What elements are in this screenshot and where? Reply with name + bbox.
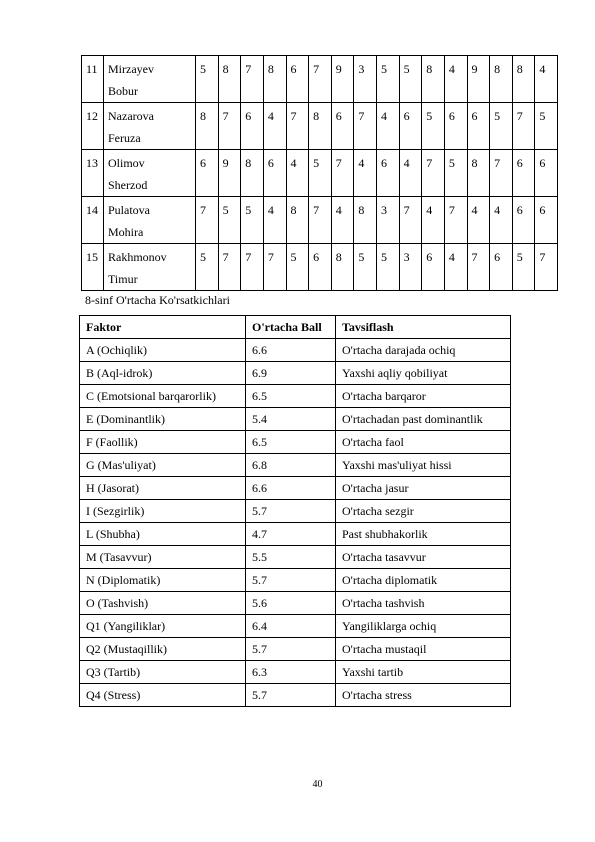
score-cell: 8 [196, 103, 219, 150]
table-row [80, 523, 511, 546]
factor-name: Q3 (Tartib) [80, 661, 246, 684]
score-cell: 4 [490, 197, 513, 244]
student-name [104, 244, 196, 291]
score-cell: 7 [309, 56, 332, 103]
table-row [80, 454, 511, 477]
table-row [80, 408, 511, 431]
factor-name: F (Faollik) [80, 431, 246, 454]
score-cell: 7 [218, 244, 241, 291]
table-row [80, 546, 511, 569]
score-cell: 8 [512, 56, 535, 103]
table-row [82, 197, 558, 244]
page-number: 40 [312, 779, 323, 790]
factor-description: Yaxshi mas'uliyat hissi [336, 454, 511, 477]
table-header-row [80, 316, 511, 339]
score-cell: 4 [467, 197, 490, 244]
score-cell: 3 [354, 56, 377, 103]
score-cell: 7 [422, 150, 445, 197]
score-cell: 5 [196, 56, 219, 103]
factor-average: 5.7 [246, 569, 336, 592]
factor-description: O'rtacha diplomatik [336, 569, 511, 592]
score-cell: 6 [263, 150, 286, 197]
score-cell: 8 [422, 56, 445, 103]
score-cell: 5 [490, 103, 513, 150]
factor-average: 6.5 [246, 385, 336, 408]
score-cell: 7 [354, 103, 377, 150]
score-cell: 6 [331, 103, 354, 150]
factor-average: 6.6 [246, 339, 336, 362]
score-cell: 7 [309, 197, 332, 244]
factor-name: M (Tasavvur) [80, 546, 246, 569]
score-cell: 7 [490, 150, 513, 197]
factor-average: 5.6 [246, 592, 336, 615]
score-cell: 7 [241, 56, 264, 103]
score-cell: 6 [512, 150, 535, 197]
factor-average: 6.5 [246, 431, 336, 454]
row-number: 14 [82, 197, 104, 244]
score-cell: 7 [263, 244, 286, 291]
factor-description: O'rtacha faol [336, 431, 511, 454]
score-cell: 6 [444, 103, 467, 150]
factor-average: 6.9 [246, 362, 336, 385]
table-row [80, 339, 511, 362]
score-cell: 6 [535, 197, 558, 244]
student-first-name: Bobur [108, 84, 138, 98]
table-row [80, 431, 511, 454]
score-cell: 7 [535, 244, 558, 291]
score-cell: 7 [399, 197, 422, 244]
factor-name: O (Tashvish) [80, 592, 246, 615]
score-cell: 4 [444, 244, 467, 291]
score-cell: 6 [467, 103, 490, 150]
factor-name: H (Jasorat) [80, 477, 246, 500]
student-surname: Nazarova [108, 109, 154, 123]
table-row [80, 385, 511, 408]
factor-description: Yaxshi aqliy qobiliyat [336, 362, 511, 385]
score-cell: 3 [399, 244, 422, 291]
factor-average: 4.7 [246, 523, 336, 546]
factor-description: O'rtacha barqaror [336, 385, 511, 408]
row-number: 11 [82, 56, 104, 103]
table-row [80, 592, 511, 615]
factor-averages-body [80, 339, 511, 707]
factor-name: C (Emotsional barqarorlik) [80, 385, 246, 408]
score-cell: 5 [218, 197, 241, 244]
score-cell: 6 [377, 150, 400, 197]
score-cell: 7 [467, 244, 490, 291]
score-cell: 4 [422, 197, 445, 244]
score-cell: 6 [196, 150, 219, 197]
factor-average: 5.4 [246, 408, 336, 431]
table-row [82, 103, 558, 150]
score-cell: 4 [535, 56, 558, 103]
student-name [104, 150, 196, 197]
student-first-name: Sherzod [108, 178, 148, 192]
score-cell: 7 [196, 197, 219, 244]
factor-description: Yangiliklarga ochiq [336, 615, 511, 638]
factor-name: G (Mas'uliyat) [80, 454, 246, 477]
table-row [80, 684, 511, 707]
row-number: 13 [82, 150, 104, 197]
score-cell: 8 [263, 56, 286, 103]
score-cell: 5 [309, 150, 332, 197]
student-surname: Rakhmonov [108, 250, 167, 264]
factor-average: 6.8 [246, 454, 336, 477]
header-description: Tavsiflash [336, 316, 511, 339]
factor-name: L (Shubha) [80, 523, 246, 546]
score-cell: 5 [241, 197, 264, 244]
score-cell: 5 [354, 244, 377, 291]
score-cell: 8 [241, 150, 264, 197]
factor-average: 6.6 [246, 477, 336, 500]
score-cell: 5 [286, 244, 309, 291]
score-cell: 5 [444, 150, 467, 197]
score-cell: 4 [286, 150, 309, 197]
student-first-name: Timur [108, 272, 138, 286]
score-cell: 7 [444, 197, 467, 244]
score-cell: 8 [309, 103, 332, 150]
student-name [104, 103, 196, 150]
score-cell: 6 [535, 150, 558, 197]
score-cell: 8 [467, 150, 490, 197]
score-cell: 4 [263, 103, 286, 150]
score-cell: 6 [241, 103, 264, 150]
score-cell: 5 [512, 244, 535, 291]
score-cell: 8 [490, 56, 513, 103]
table-row [80, 500, 511, 523]
factor-description: O'rtachadan past dominantlik [336, 408, 511, 431]
factor-description: Past shubhakorlik [336, 523, 511, 546]
table-row [80, 362, 511, 385]
score-cell: 7 [286, 103, 309, 150]
table-row [82, 56, 558, 103]
factor-name: Q1 (Yangiliklar) [80, 615, 246, 638]
student-first-name: Feruza [108, 131, 141, 145]
row-number: 12 [82, 103, 104, 150]
factor-name: I (Sezgirlik) [80, 500, 246, 523]
score-cell: 4 [444, 56, 467, 103]
factor-averages-table [79, 315, 511, 707]
score-cell: 6 [422, 244, 445, 291]
score-cell: 6 [512, 197, 535, 244]
score-cell: 6 [490, 244, 513, 291]
factor-name: A (Ochiqlik) [80, 339, 246, 362]
score-cell: 4 [377, 103, 400, 150]
header-factor: Faktor [80, 316, 246, 339]
table-row [80, 615, 511, 638]
factor-average: 6.3 [246, 661, 336, 684]
factor-name: Q4 (Stress) [80, 684, 246, 707]
score-cell: 9 [331, 56, 354, 103]
score-cell: 8 [218, 56, 241, 103]
score-cell: 6 [399, 103, 422, 150]
student-first-name: Mohira [108, 225, 144, 239]
factor-average: 5.7 [246, 638, 336, 661]
table-row [80, 569, 511, 592]
score-cell: 7 [218, 103, 241, 150]
student-scores-body [82, 56, 558, 291]
score-cell: 4 [399, 150, 422, 197]
score-cell: 4 [331, 197, 354, 244]
factor-description: O'rtacha tashvish [336, 592, 511, 615]
factor-description: O'rtacha mustaqil [336, 638, 511, 661]
score-cell: 5 [377, 56, 400, 103]
factor-name: Q2 (Mustaqillik) [80, 638, 246, 661]
factor-average: 6.4 [246, 615, 336, 638]
score-cell: 6 [309, 244, 332, 291]
student-surname: Olimov [108, 156, 145, 170]
score-cell: 8 [354, 197, 377, 244]
factor-name: E (Dominantlik) [80, 408, 246, 431]
score-cell: 8 [286, 197, 309, 244]
score-cell: 5 [196, 244, 219, 291]
row-number: 15 [82, 244, 104, 291]
score-cell: 5 [377, 244, 400, 291]
header-average-score: O'rtacha Ball [246, 316, 336, 339]
factor-description: O'rtacha sezgir [336, 500, 511, 523]
table-row [80, 638, 511, 661]
score-cell: 9 [467, 56, 490, 103]
score-cell: 5 [422, 103, 445, 150]
student-surname: Mirzayev [108, 62, 154, 76]
factor-name: N (Diplomatik) [80, 569, 246, 592]
score-cell: 5 [399, 56, 422, 103]
student-name [104, 56, 196, 103]
score-cell: 8 [331, 244, 354, 291]
score-cell: 7 [512, 103, 535, 150]
factor-name: B (Aql-idrok) [80, 362, 246, 385]
table-caption: 8-sinf O'rtacha Ko'rsatkichlari [85, 293, 230, 307]
table-row [80, 477, 511, 500]
factor-description: O'rtacha tasavvur [336, 546, 511, 569]
factor-description: Yaxshi tartib [336, 661, 511, 684]
table-row [82, 150, 558, 197]
factor-average: 5.7 [246, 684, 336, 707]
factor-average: 5.7 [246, 500, 336, 523]
score-cell: 4 [354, 150, 377, 197]
score-cell: 7 [331, 150, 354, 197]
factor-average: 5.5 [246, 546, 336, 569]
student-name [104, 197, 196, 244]
score-cell: 6 [286, 56, 309, 103]
table-row [80, 661, 511, 684]
score-cell: 4 [263, 197, 286, 244]
factor-description: O'rtacha jasur [336, 477, 511, 500]
score-cell: 9 [218, 150, 241, 197]
student-scores-table [81, 55, 558, 291]
factor-description: O'rtacha stress [336, 684, 511, 707]
score-cell: 7 [241, 244, 264, 291]
score-cell: 5 [535, 103, 558, 150]
table-row [82, 244, 558, 291]
score-cell: 3 [377, 197, 400, 244]
factor-description: O'rtacha darajada ochiq [336, 339, 511, 362]
student-surname: Pulatova [108, 203, 150, 217]
